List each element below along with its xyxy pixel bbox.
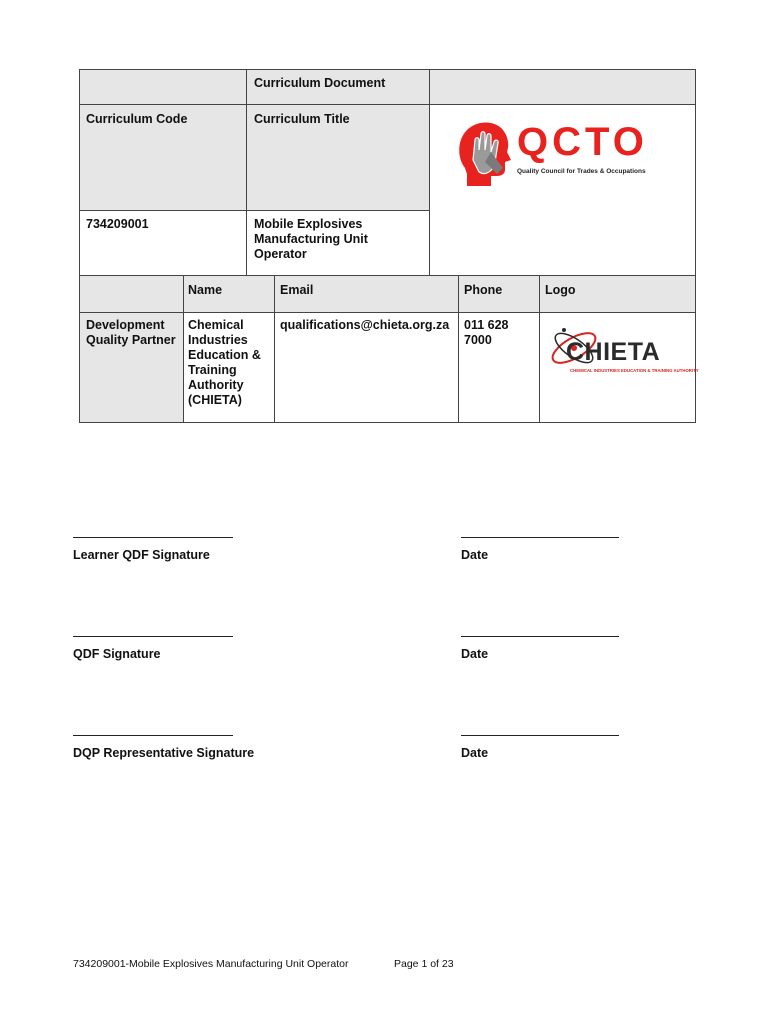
partner-phone: 011 628 7000 — [464, 318, 509, 347]
table-header-right-cell — [429, 69, 696, 105]
partner-email-cell — [274, 312, 459, 423]
partner-name: Chemical Industries Education & Training Authority (CHIETA) — [188, 318, 261, 407]
curriculum-code-label: Curriculum Code — [86, 112, 188, 126]
development-quality-partner-label: Development Quality Partner — [86, 318, 176, 347]
logo-column-header: Logo — [545, 283, 576, 297]
name-column-header: Name — [188, 283, 223, 297]
email-column-header: Email — [280, 283, 314, 297]
partner-header-empty-cell — [79, 275, 184, 313]
table-header-cell — [246, 69, 430, 105]
logo-header-cell — [539, 275, 696, 313]
qcto-logo-text: QCTO — [517, 120, 648, 164]
phone-header-cell — [458, 275, 540, 313]
dqp-signature-line[interactable] — [73, 735, 233, 736]
partner-phone-cell — [458, 312, 540, 423]
qdf-signature-label: QDF Signature — [73, 647, 161, 661]
qcto-logo-subtitle: Quality Council for Trades & Occupations — [517, 168, 646, 175]
name-header-cell — [183, 275, 275, 313]
partner-name-cell — [183, 312, 275, 423]
dqp-representative-signature-label: DQP Representative Signature — [73, 746, 255, 760]
qdf-date-line[interactable] — [461, 636, 619, 637]
learner-date-line[interactable] — [461, 537, 619, 538]
email-header-cell — [274, 275, 459, 313]
chieta-logo-subtitle: CHEMICAL INDUSTRIES EDUCATION & TRAINING AUTHORITY — [570, 368, 699, 373]
partner-label-cell — [79, 312, 184, 423]
dqp-date-label: Date — [461, 746, 489, 760]
dqp-date-line[interactable] — [461, 735, 619, 736]
qdf-signature-line[interactable] — [73, 636, 233, 637]
table-header-empty-cell — [79, 69, 247, 105]
phone-column-header: Phone — [464, 283, 503, 297]
curriculum-code-value: 734209001 — [86, 217, 149, 231]
partner-email: qualifications@chieta.org.za — [280, 318, 450, 332]
chieta-logo — [544, 316, 699, 380]
learner-qdf-signature-label: Learner QDF Signature — [73, 548, 210, 562]
title-value-cell — [246, 210, 430, 276]
footer-page-number: Page 1 of 23 — [394, 958, 454, 970]
chieta-logo-text: CHIETA — [566, 338, 661, 366]
code-label-cell — [79, 104, 247, 211]
curriculum-document-heading: Curriculum Document — [254, 76, 386, 90]
title-label-cell — [246, 104, 430, 211]
footer-document-reference: 734209001-Mobile Explosives Manufacturing Unit Operator — [73, 958, 349, 970]
code-value-cell — [79, 210, 247, 276]
qdf-date-label: Date — [461, 647, 489, 661]
curriculum-title-label: Curriculum Title — [254, 112, 350, 126]
learner-signature-line[interactable] — [73, 537, 233, 538]
qcto-logo — [451, 110, 674, 194]
learner-date-label: Date — [461, 548, 489, 562]
curriculum-title-value: Mobile Explosives Manufacturing Unit Operator — [254, 217, 368, 261]
